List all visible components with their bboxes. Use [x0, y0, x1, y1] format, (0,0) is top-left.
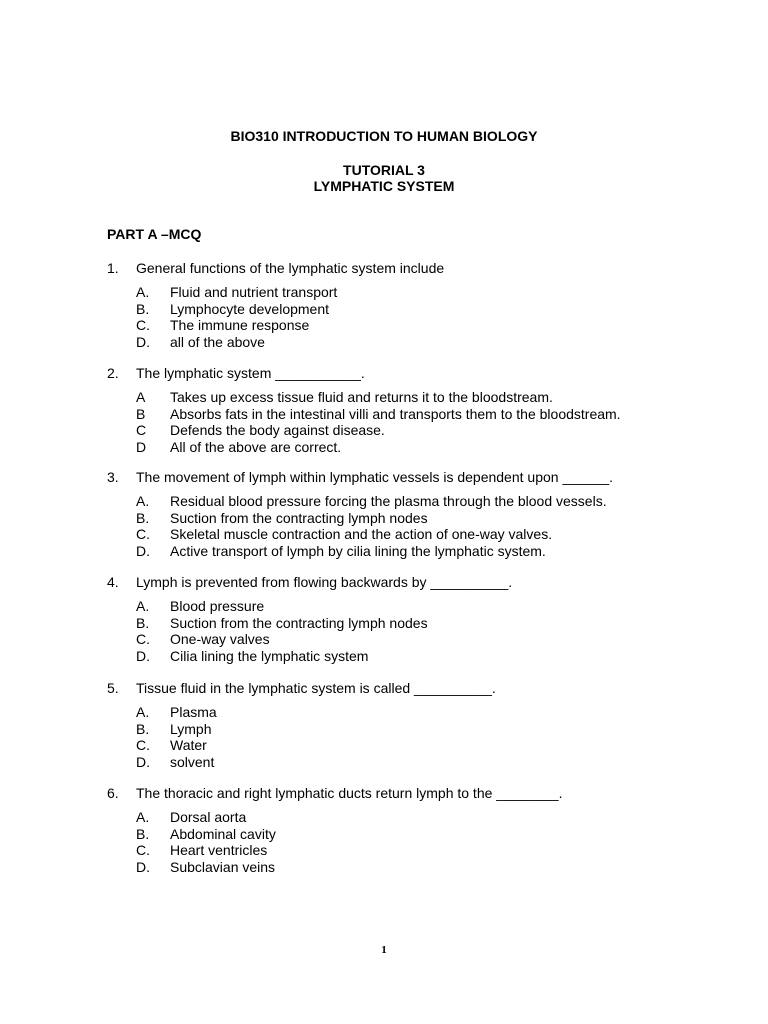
question-text: Lymph is prevented from flowing backwards by __________. — [136, 574, 513, 590]
option-text: Plasma — [170, 704, 217, 720]
option-a — [107, 284, 727, 301]
option-b — [107, 721, 727, 738]
option-d — [107, 334, 727, 351]
option-d — [107, 754, 727, 771]
option-letter: B. — [136, 825, 150, 842]
option-text: Lymphocyte development — [170, 300, 330, 317]
option-text: All of the above are correct. — [170, 438, 342, 455]
option-letter: C. — [136, 842, 150, 858]
option-letter: B. — [136, 720, 150, 737]
option-letter: A. — [136, 598, 150, 614]
question-4 — [107, 574, 727, 664]
option-letter: B. — [136, 300, 150, 317]
option-text: Active transport of lymph by cilia lining the lymphatic system. — [170, 542, 546, 559]
option-letter: C — [136, 422, 147, 438]
option-letter: A — [136, 389, 146, 405]
option-text: Dorsal aorta — [170, 809, 247, 825]
option-letter: D. — [136, 333, 150, 350]
question-number: 3. — [107, 469, 119, 485]
option-letter: C. — [136, 631, 150, 647]
option-letter: C. — [136, 526, 150, 542]
option-letter: A. — [136, 284, 150, 300]
option-text: Water — [170, 737, 207, 753]
option-letter: A. — [136, 809, 150, 825]
option-text: Suction from the contracting lymph nodes — [170, 614, 428, 631]
option-text: all of the above — [170, 333, 265, 350]
part-heading: PART A –MCQ — [107, 226, 202, 242]
option-d — [107, 859, 727, 876]
tutorial-title: TUTORIAL 3 — [343, 162, 425, 178]
question-text: General functions of the lymphatic system include — [136, 260, 445, 276]
option-d — [107, 543, 727, 560]
question-text: Tissue fluid in the lymphatic system is called __________. — [136, 680, 496, 696]
option-list — [107, 493, 727, 559]
option-c — [107, 317, 727, 334]
option-text: Defends the body against disease. — [170, 422, 385, 438]
option-letter: D. — [136, 858, 150, 875]
option-text: Subclavian veins — [170, 858, 276, 875]
option-text: solvent — [170, 753, 215, 770]
option-letter: D. — [136, 753, 150, 770]
option-letter: D. — [136, 542, 150, 559]
option-text: Takes up excess tissue fluid and returns it to the bloodstream. — [170, 389, 553, 405]
option-letter: D — [136, 438, 147, 455]
option-b — [107, 826, 727, 843]
option-list — [107, 389, 727, 455]
option-d — [107, 439, 727, 456]
question-2 — [107, 365, 727, 455]
question-text: The lymphatic system ___________. — [136, 365, 365, 381]
question-1 — [107, 260, 727, 350]
option-text: Blood pressure — [170, 598, 265, 614]
question-number: 6. — [107, 785, 119, 801]
question-6 — [107, 785, 727, 875]
question-text: The movement of lymph within lymphatic vessels is dependent upon ______. — [136, 469, 614, 485]
option-b — [107, 510, 727, 527]
question-number: 1. — [107, 260, 119, 276]
option-list — [107, 704, 727, 770]
option-letter: A. — [136, 704, 150, 720]
option-text: Skeletal muscle contraction and the action of one-way valves. — [170, 526, 553, 542]
option-c — [107, 526, 727, 543]
option-text: Heart ventricles — [170, 842, 268, 858]
option-letter: B. — [136, 509, 150, 526]
page-number: 1 — [381, 944, 387, 956]
option-letter: C. — [136, 317, 150, 333]
option-text: Suction from the contracting lymph nodes — [170, 509, 428, 526]
option-c — [107, 631, 727, 648]
topic-title: LYMPHATIC SYSTEM — [313, 178, 455, 194]
option-c — [107, 842, 727, 859]
option-letter: B — [136, 405, 146, 422]
option-list — [107, 809, 727, 875]
option-b — [107, 406, 727, 423]
option-text: Cilia lining the lymphatic system — [170, 647, 369, 664]
option-a — [107, 704, 727, 721]
option-text: The immune response — [170, 317, 310, 333]
option-text: One-way valves — [170, 631, 270, 647]
option-letter: A. — [136, 493, 150, 509]
option-a — [107, 809, 727, 826]
question-number: 2. — [107, 365, 119, 381]
option-c — [107, 737, 727, 754]
option-list — [107, 284, 727, 350]
option-a — [107, 493, 727, 510]
option-list — [107, 598, 727, 664]
question-3 — [107, 469, 727, 559]
question-number: 5. — [107, 680, 119, 696]
option-text: Residual blood pressure forcing the plasma through the blood vessels. — [170, 493, 607, 509]
option-a — [107, 389, 727, 406]
question-text: The thoracic and right lymphatic ducts return lymph to the ________. — [136, 785, 563, 801]
option-text: Absorbs fats in the intestinal villi and transports them to the bloodstream. — [170, 405, 621, 422]
course-title: BIO310 INTRODUCTION TO HUMAN BIOLOGY — [230, 128, 538, 144]
question-number: 4. — [107, 574, 119, 590]
option-letter: D. — [136, 647, 150, 664]
question-5 — [107, 680, 727, 770]
option-letter: B. — [136, 614, 150, 631]
option-c — [107, 422, 727, 439]
option-text: Fluid and nutrient transport — [170, 284, 338, 300]
option-d — [107, 648, 727, 665]
option-letter: C. — [136, 737, 150, 753]
option-a — [107, 598, 727, 615]
option-b — [107, 615, 727, 632]
option-b — [107, 301, 727, 318]
option-text: Lymph — [170, 720, 212, 737]
option-text: Abdominal cavity — [170, 825, 276, 842]
